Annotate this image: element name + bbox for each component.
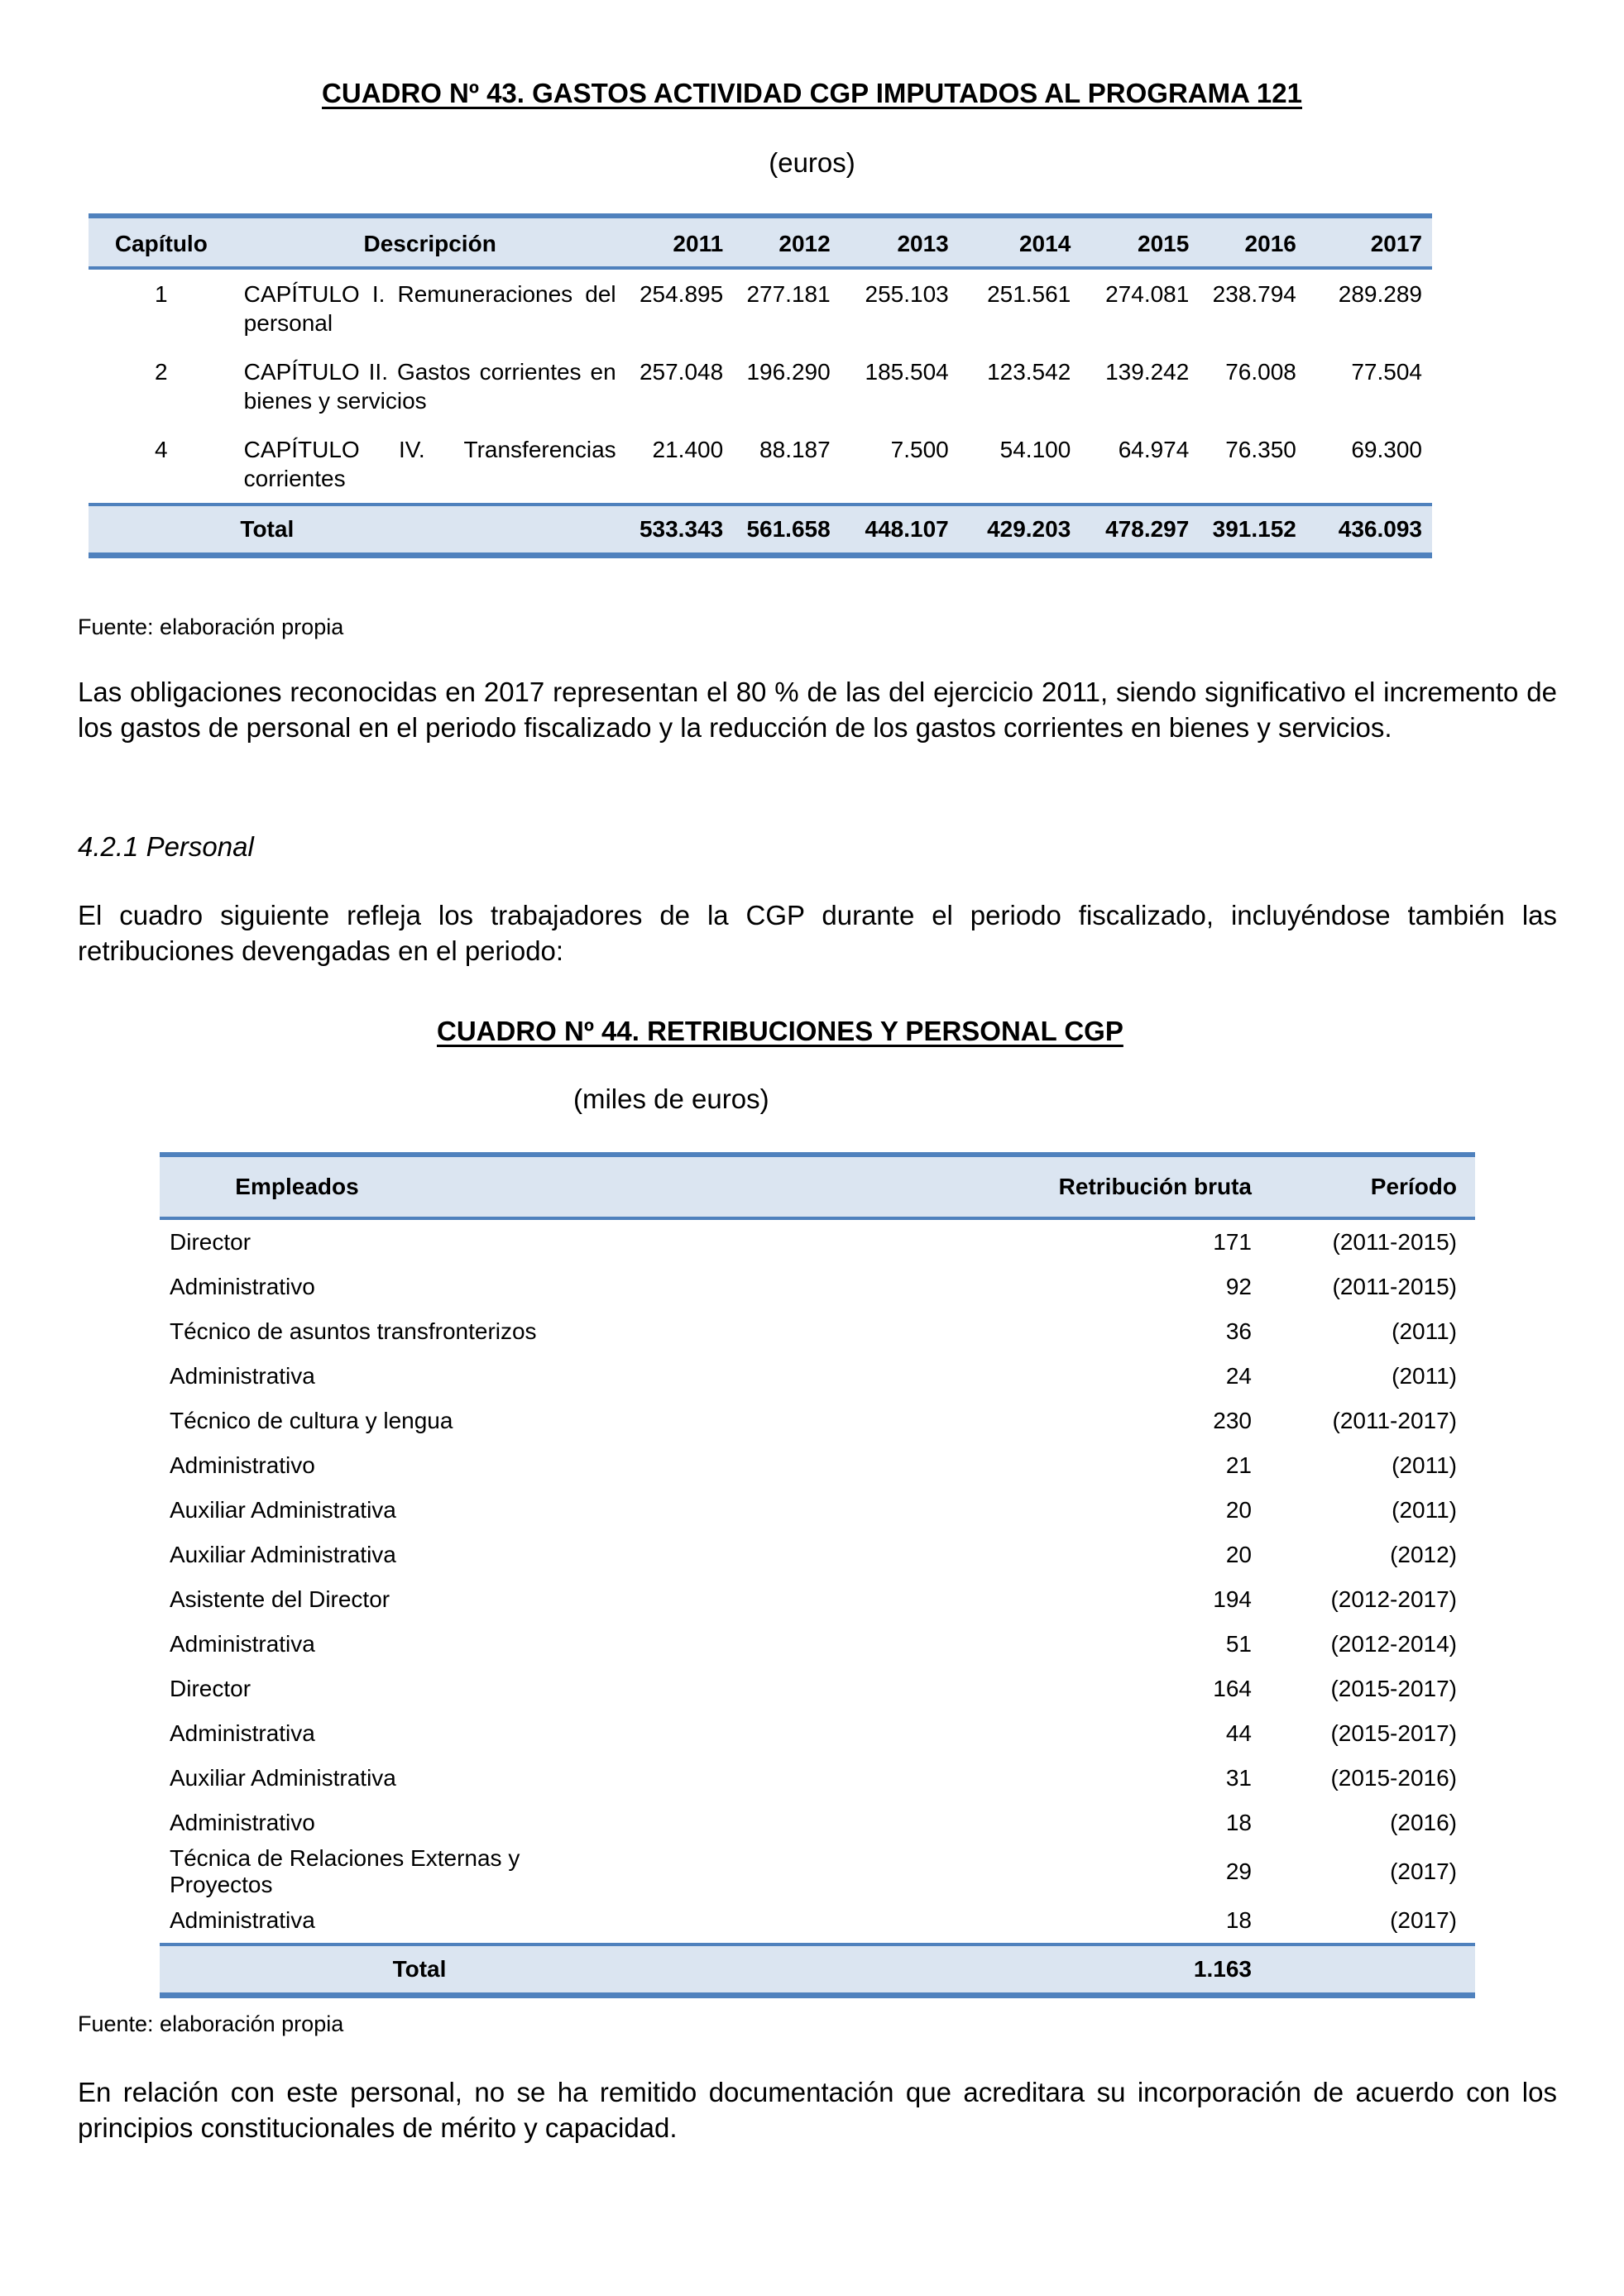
cell-value: 185.504 [865, 359, 949, 385]
cell-periodo: (2011-2015) [1332, 1274, 1457, 1299]
cell-value: 76.008 [1225, 359, 1296, 385]
table-row [160, 1218, 1475, 1265]
cell-value: 274.081 [1105, 281, 1190, 307]
cell-periodo: (2016) [1390, 1810, 1457, 1835]
cell-empleado: Técnico de asuntos transfronterizos [170, 1318, 537, 1344]
cuadro-44-table [160, 1152, 1475, 1998]
col-header-descripcion: Descripción [234, 216, 626, 268]
cell-retribucion: 20 [1225, 1497, 1252, 1523]
table-row [160, 1845, 1475, 1898]
cell-retribucion: 44 [1225, 1720, 1252, 1746]
cell-value: 277.181 [746, 281, 831, 307]
table-row [89, 347, 1432, 425]
cell-periodo: (2011-2017) [1332, 1408, 1457, 1433]
cell-empleado: Técnica de Relaciones Externas y Proyectos [170, 1845, 520, 1897]
cuadro-43-title-text: CUADRO Nº 43. GASTOS ACTIVIDAD CGP IMPUTADOS AL PROGRAMA 121 [322, 78, 1302, 108]
table-row [160, 1667, 1475, 1711]
col-header-2017: 2017 [1306, 216, 1432, 268]
table-row [160, 1265, 1475, 1309]
paragraph-obligaciones: Las obligaciones reconocidas en 2017 representan el 80 % de las del ejercicio 2011, siendo significativo el incremento de los gastos de personal en el periodo fiscalizado y la reducción de los gastos corrientes en bienes y servicios. [78, 677, 1557, 743]
cell-value: 64.974 [1118, 437, 1190, 462]
cell-descripcion: CAPÍTULO I. Remuneraciones del personal [243, 281, 616, 336]
cell-empleado: Director [170, 1676, 252, 1701]
cell-periodo: (2011) [1392, 1318, 1457, 1344]
cell-value: 251.561 [987, 281, 1071, 307]
cuadro-43-source: Fuente: elaboración propia [78, 615, 344, 639]
cell-retribucion: 230 [1213, 1408, 1252, 1433]
col-header-2012: 2012 [733, 216, 841, 268]
cell-empleado: Auxiliar Administrativa [170, 1542, 396, 1567]
cuadro-44-title: CUADRO Nº 44. RETRIBUCIONES Y PERSONAL CGP [437, 1016, 1123, 1046]
table-row [160, 1533, 1475, 1577]
cell-descripcion: CAPÍTULO IV. Transferencias corrientes [243, 437, 616, 491]
cell-value: 69.300 [1351, 437, 1422, 462]
cell-value: 196.290 [746, 359, 831, 385]
col-header-empleados: Empleados [160, 1155, 573, 1218]
table-row [160, 1309, 1475, 1354]
cell-capitulo: 2 [155, 359, 168, 385]
cell-empleado: Administrativa [170, 1363, 315, 1389]
total-value: 429.203 [959, 505, 1081, 556]
table-row [89, 425, 1432, 505]
total-label: Total [160, 1944, 573, 1996]
col-header-2013: 2013 [841, 216, 959, 268]
cell-value: 76.350 [1225, 437, 1296, 462]
cell-retribucion: 18 [1225, 1907, 1252, 1933]
total-value: 391.152 [1199, 505, 1306, 556]
cell-periodo: (2015-2016) [1330, 1765, 1457, 1791]
table-total-row [89, 505, 1432, 556]
cell-value: 88.187 [759, 437, 831, 462]
cell-periodo: (2012-2017) [1330, 1586, 1457, 1612]
cell-retribucion: 31 [1225, 1765, 1252, 1791]
cell-empleado: Técnico de cultura y lengua [170, 1408, 453, 1433]
cell-empleado: Administrativa [170, 1631, 315, 1657]
table-header-row [89, 216, 1432, 268]
table-row [160, 1399, 1475, 1443]
cell-periodo: (2012) [1390, 1542, 1457, 1567]
cell-retribucion: 21 [1225, 1452, 1252, 1478]
table-row [160, 1488, 1475, 1533]
section-heading-personal: 4.2.1 Personal [78, 831, 254, 862]
cell-value: 254.895 [639, 281, 724, 307]
cell-retribucion: 194 [1213, 1586, 1252, 1612]
paragraph-relacion-personal: En relación con este personal, no se ha remitido documentación que acreditara su incorporación de acuerdo con los principios constitucionales de mérito y capacidad. [78, 2077, 1557, 2143]
col-header-2011: 2011 [626, 216, 734, 268]
table-row [160, 1443, 1475, 1488]
cell-value: 54.100 [999, 437, 1071, 462]
cell-capitulo: 4 [155, 437, 168, 462]
cell-retribucion: 171 [1213, 1229, 1252, 1255]
total-value: 561.658 [733, 505, 841, 556]
col-header-2016: 2016 [1199, 216, 1306, 268]
cell-empleado: Administrativo [170, 1274, 315, 1299]
table-row [160, 1801, 1475, 1845]
table-row [160, 1711, 1475, 1756]
total-value: 436.093 [1306, 505, 1432, 556]
total-value: 478.297 [1080, 505, 1199, 556]
cell-retribucion: 51 [1225, 1631, 1252, 1657]
cell-empleado: Administrativa [170, 1720, 315, 1746]
cell-value: 77.504 [1351, 359, 1422, 385]
total-periodo [1264, 1944, 1475, 1996]
cell-retribucion: 29 [1225, 1858, 1252, 1884]
col-header-2014: 2014 [959, 216, 1081, 268]
total-value: 448.107 [841, 505, 959, 556]
cell-empleado: Administrativo [170, 1452, 315, 1478]
cell-value: 257.048 [639, 359, 724, 385]
cell-retribucion: 20 [1225, 1542, 1252, 1567]
paragraph-cuadro-siguiente: El cuadro siguiente refleja los trabajadores de la CGP durante el periodo fiscalizado, incluyéndose también las retribuciones devengadas en el periodo: [78, 900, 1557, 966]
cell-empleado: Auxiliar Administrativa [170, 1497, 396, 1523]
cell-periodo: (2011) [1392, 1452, 1457, 1478]
cell-retribucion: 18 [1225, 1810, 1252, 1835]
table-row [89, 268, 1432, 347]
cell-value: 21.400 [652, 437, 724, 462]
cell-value: 255.103 [865, 281, 949, 307]
table-header-row [160, 1155, 1475, 1218]
cell-retribucion: 36 [1225, 1318, 1252, 1344]
cell-value: 238.794 [1212, 281, 1296, 307]
table-row [160, 1354, 1475, 1399]
cell-descripcion: CAPÍTULO II. Gastos corrientes en bienes y servicios [243, 359, 616, 414]
cell-periodo: (2011-2015) [1332, 1229, 1457, 1255]
table-row [160, 1622, 1475, 1667]
col-header-capitulo: Capítulo [89, 216, 234, 268]
cell-value: 139.242 [1105, 359, 1190, 385]
cuadro-43-unit: (euros) [769, 147, 855, 178]
total-label: Total [89, 505, 626, 556]
cell-periodo: (2015-2017) [1330, 1720, 1457, 1746]
table-total-row [160, 1944, 1475, 1996]
cell-capitulo: 1 [155, 281, 168, 307]
cell-empleado: Director [170, 1229, 252, 1255]
cell-periodo: (2012-2014) [1330, 1631, 1457, 1657]
cell-empleado: Auxiliar Administrativa [170, 1765, 396, 1791]
col-header-periodo: Período [1264, 1155, 1475, 1218]
table-row [160, 1756, 1475, 1801]
cell-retribucion: 92 [1225, 1274, 1252, 1299]
cell-empleado: Asistente del Director [170, 1586, 390, 1612]
cell-periodo: (2017) [1390, 1858, 1457, 1884]
cell-value: 7.500 [890, 437, 949, 462]
total-retribucion: 1.163 [573, 1944, 1264, 1996]
cell-retribucion: 164 [1213, 1676, 1252, 1701]
table-row [160, 1577, 1475, 1622]
total-value: 533.343 [626, 505, 734, 556]
cell-retribucion: 24 [1225, 1363, 1252, 1389]
cell-empleado: Administrativa [170, 1907, 315, 1933]
table-row [160, 1898, 1475, 1944]
cell-periodo: (2017) [1390, 1907, 1457, 1933]
cell-periodo: (2011) [1392, 1497, 1457, 1523]
cuadro-44-unit: (miles de euros) [573, 1083, 769, 1114]
cuadro-43-table [89, 213, 1432, 558]
cell-value: 123.542 [987, 359, 1071, 385]
col-header-retribucion: Retribución bruta [573, 1155, 1264, 1218]
cuadro-44-source: Fuente: elaboración propia [78, 2011, 344, 2036]
col-header-2015: 2015 [1080, 216, 1199, 268]
cuadro-43-title [0, 78, 1624, 109]
cell-periodo: (2015-2017) [1330, 1676, 1457, 1701]
cell-empleado: Administrativo [170, 1810, 315, 1835]
cell-periodo: (2011) [1392, 1363, 1457, 1389]
cell-value: 289.289 [1338, 281, 1422, 307]
